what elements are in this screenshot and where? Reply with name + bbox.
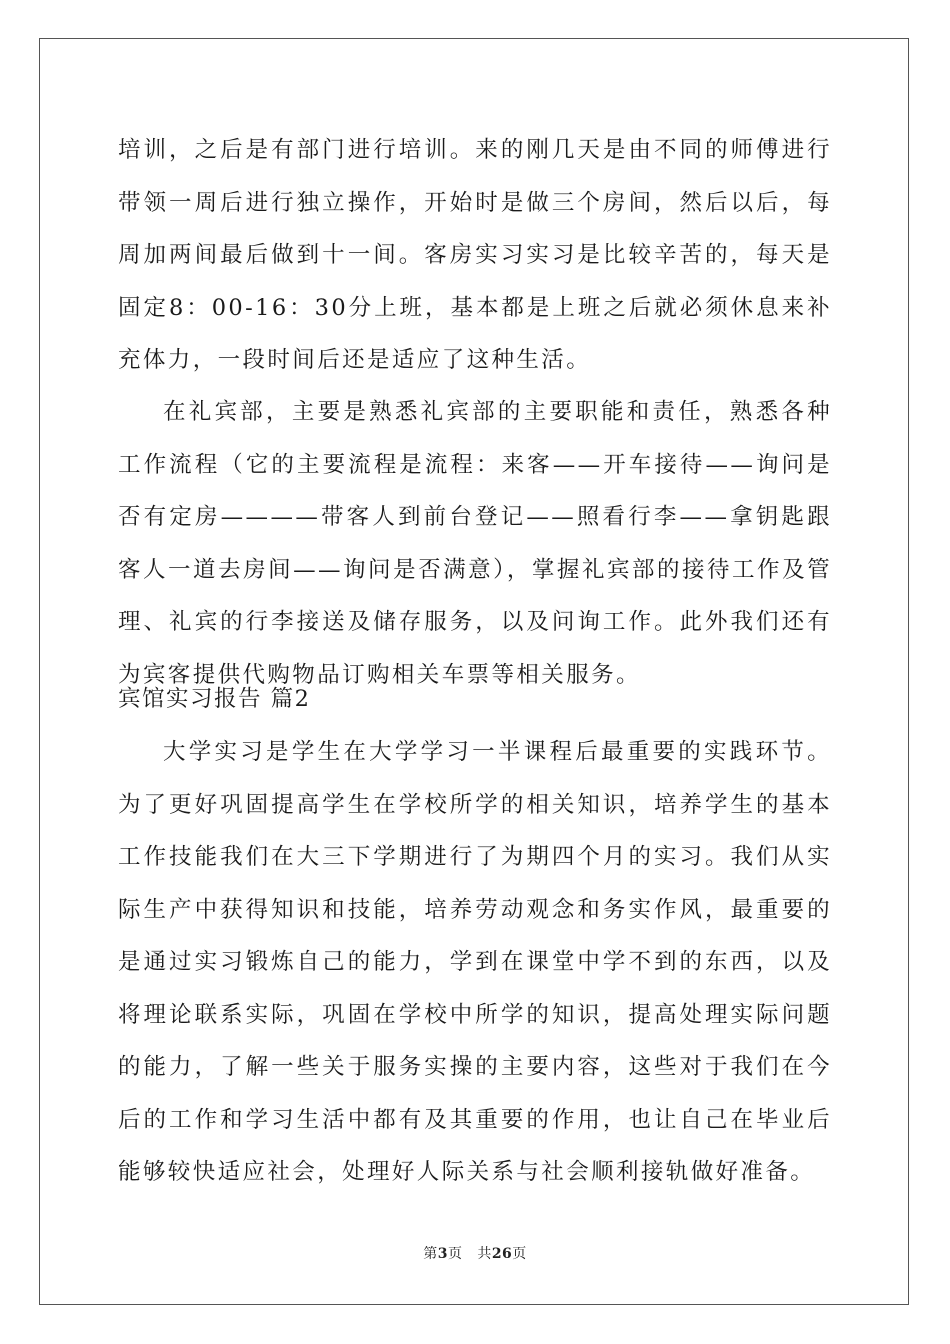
paragraph-continued: 培训，之后是有部门进行培训。来的刚几天是由不同的师傅进行带领一周后进行独立操作，开始时是做三个房间，然后以后，每周加两间最后做到十一间。客房实习实习是比较辛苦的，每天是固定8：00-16：30分上班，基本都是上班之后就必须休息来补充体力，一段时间后还是适应了这种生活。 [118,137,832,373]
footer-page-suffix: 页 [447,1246,463,1262]
section-heading: 宾馆实习报告 篇2 [118,686,311,712]
paragraph-internship: 大学实习是学生在大学学习一半课程后最重要的实践环节。为了更好巩固提高学生在学校所学的相关知识，培养学生的基本工作技能我们在大三下学期进行了为期四个月的实习。我们从实际生产中获得知识和技能，培养劳动观念和务实作风，最重要的是通过实习锻炼自己的能力，学到在课堂中学不到的东西，以及将理论联系实际，巩固在学校中所学的知识，提高处理实际问题的能力，了解一些关于服务实操的主要内容，这些对于我们在今后的工作和学习生活中都有及其重要的作用，也让自己在毕业后能够较快适应社会，处理好人际关系与社会顺利接轨做好准备。 [118,739,832,1185]
footer-page-number: 3 [437,1246,448,1262]
footer-total-suffix: 页 [512,1246,527,1262]
page-footer [0,1244,950,1264]
footer-total-prefix: 共 [477,1246,492,1262]
paragraph-concierge: 在礼宾部，主要是熟悉礼宾部的主要职能和责任，熟悉各种工作流程（它的主要流程是流程：来客——开车接待——询问是否有定房————带客人到前台登记——照看行李——拿钥匙跟客人一道去房间——询问是否满意），掌握礼宾部的接待工作及管理、礼宾的行李接送及储存服务，以及问询工作。此外我们还有为宾客提供代购物品订购相关车票等相关服务。 [118,399,832,688]
footer-page-prefix: 第 [423,1246,438,1262]
footer-total-pages: 26 [491,1246,513,1262]
